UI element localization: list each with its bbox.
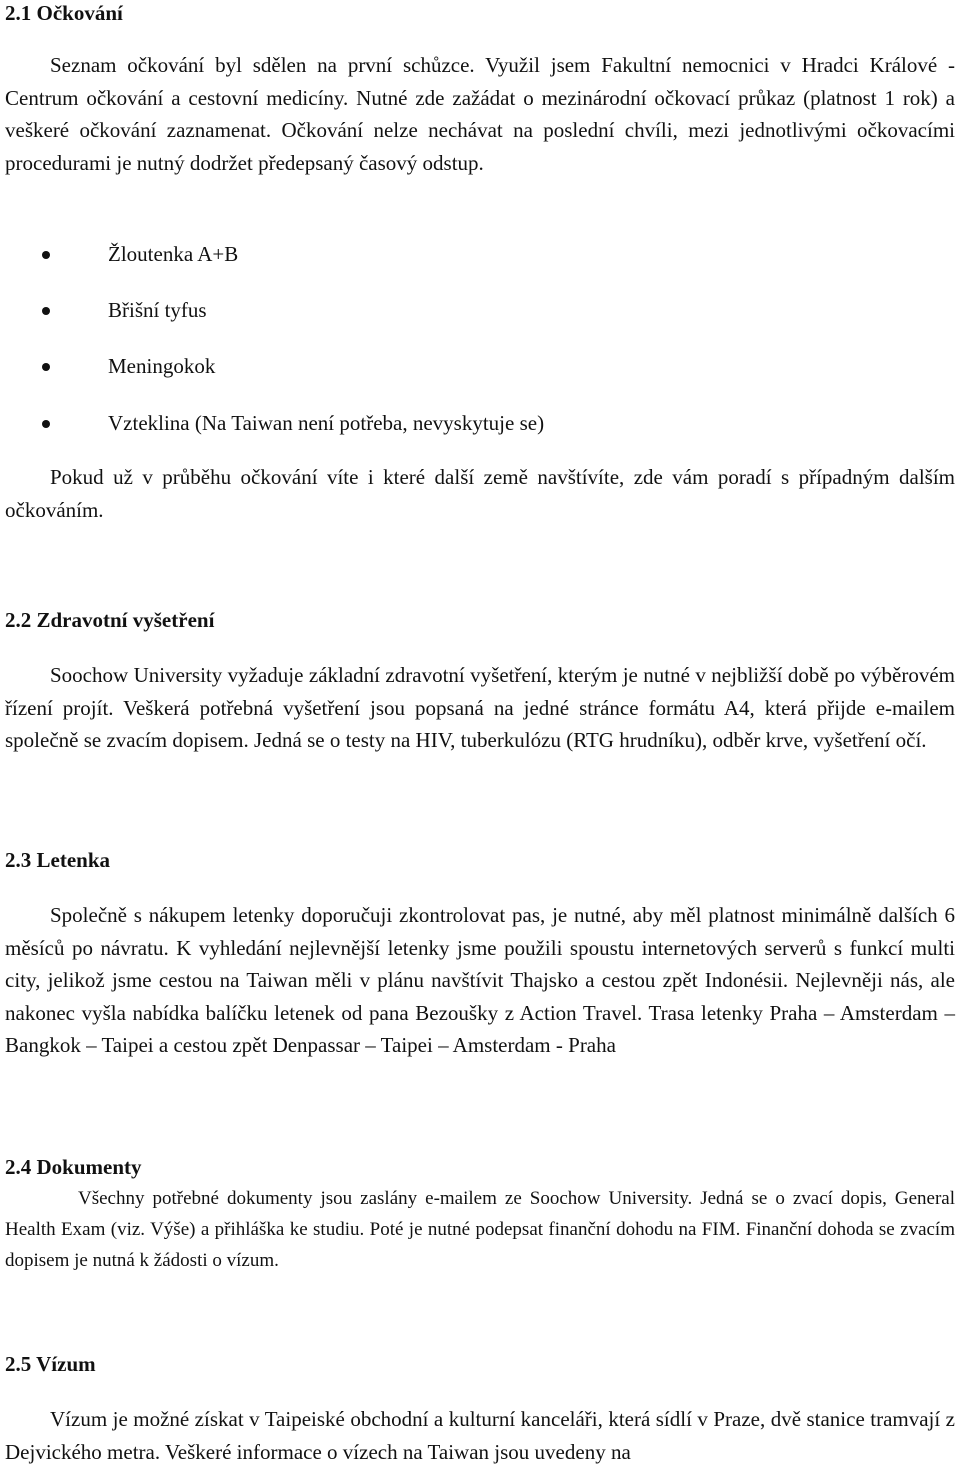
paragraph-visa: Vízum je možné získat v Taipeiské obchodní a kulturní kanceláři, která sídlí v Praze, dvě stanice tramvají z Dejvického metra. Veškeré informace o vízech na Taiwan jsou uvedeny na [5, 1407, 955, 1464]
bullet-icon [42, 251, 50, 259]
section-heading-documents: 2.4 Dokumenty [5, 1155, 142, 1179]
section-heading-medical-exam: 2.2 Zdravotní vyšetření [5, 608, 215, 632]
bullet-icon [42, 307, 50, 315]
bullet-icon [42, 363, 50, 371]
paragraph-vaccination-advice: Pokud už v průběhu očkování víte i které další země navštívíte, zde vám poradí s případným dalším očkováním. [5, 465, 955, 522]
paragraph-flight-ticket: Společně s nákupem letenky doporučuji zkontrolovat pas, je nutné, aby měl platnost minimálně dalších 6 měsíců po návratu. K vyhledání nejlevnější letenky jsme použili spoustu internetových serverů s funkcí multi city, jelikož jsme cestou na Taiwan měli v plánu navštívit Thajsko a cestou zpět Indonésii. Nejlevněji nás, ale nakonec vyšla nabídka balíčku letenek od pana Bezoušky z Action Travel. Trasa letenky Praha – Amsterdam – Bangkok – Taipei a cestou zpět Denpassar – Taipei – Amsterdam - Praha [5, 903, 955, 1057]
section-heading-vaccination: 2.1 Očkování [5, 1, 123, 25]
bullet-icon [42, 420, 50, 428]
list-item: Meningokok [0, 351, 960, 381]
list-item: Břišní tyfus [0, 295, 960, 325]
paragraph-medical-exam: Soochow University vyžaduje základní zdravotní vyšetření, kterým je nutné v nejbližší době po výběrovém řízení projít. Veškerá potřebná vyšetření jsou popsaná na jedné stránce formátu A4, která přijde e-mailem společně se zvacím dopisem. Jedná se o testy na HIV, tuberkulózu (RTG hrudníku), odběr krve, vyšetření očí. [5, 663, 955, 752]
paragraph-documents: Všechny potřebné dokumenty jsou zaslány e-mailem ze Soochow University. Jedná se o zvací dopis, General Health Exam (viz. Výše) a přihláška ke studiu. Poté je nutné podepsat finanční dohodu na FIM. Finanční dohoda se zvacím dopisem je nutná k žádosti o vízum. [5, 1188, 955, 1271]
list-item: Žloutenka A+B [0, 239, 960, 269]
list-item: Vzteklina (Na Taiwan není potřeba, nevyskytuje se) [0, 408, 960, 438]
paragraph-vaccination-intro: Seznam očkování byl sdělen na první schůzce. Využil jsem Fakultní nemocnici v Hradci Králové - Centrum očkování a cestovní medicíny. Nutné zde zažádat o mezinárodní očkovací průkaz (platnost 1 rok) a veškeré očkování zaznamenat. Očkování nelze nechávat na poslední chvíli, mezi jednotlivými očkovacími procedurami je nutný dodržet předepsaný časový odstup. [5, 53, 955, 175]
section-heading-visa: 2.5 Vízum [5, 1352, 96, 1376]
section-heading-flight-ticket: 2.3 Letenka [5, 848, 110, 872]
